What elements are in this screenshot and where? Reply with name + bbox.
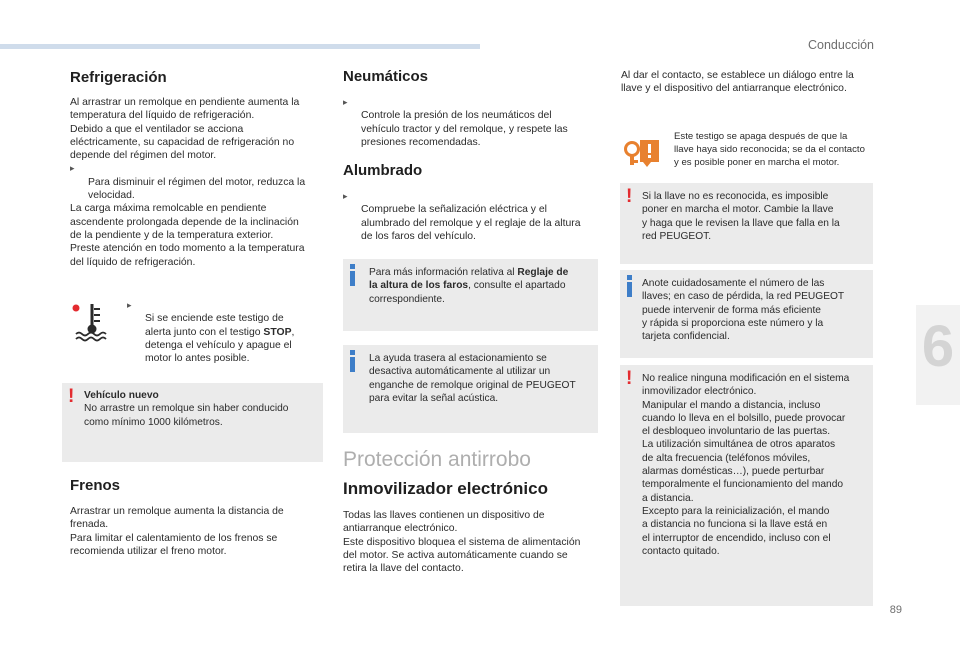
parking-assist-info-text: La ayuda trasera al estacionamiento se desactiva automáticamente al utilizar un enganche de remolque original de PEUGEOT para evitar la señal acústica. [369,353,576,404]
inmovilizador-text: Todas las llaves contienen un dispositivo de antiarranque electrónico. Este dispositivo bloquea el sistema de alimentación del motor. Se activa automáticamente cuando se retira la llave del contacto. [343,510,581,575]
alumbrado-section [343,162,598,243]
headlight-info-text-post: , consulte el apartado correspondiente. [369,280,566,305]
new-vehicle-title: Vehículo nuevo [84,390,159,401]
no-modification-warning-box [620,365,873,606]
warning-exclamation-icon: ! [68,386,75,407]
key-light-note [674,131,874,169]
header-accent-bar [0,44,480,49]
alumbrado-heading: Alumbrado [343,162,423,179]
refrigeracion-bullet [70,162,326,202]
immobiliser-intro [621,69,876,96]
warning-light-text-post: , detenga el vehículo y apague el motor lo antes posible. [145,326,295,365]
frenos-text: Arrastrar un remolque aumenta la distancia de frenada. Para limitar el calentamiento de los frenos se recomienda utilizar el freno motor. [70,506,284,557]
warning-exclamation-icon: ! [626,368,633,389]
neumaticos-section [343,68,598,149]
headlight-info-text-pre: Para más información relativa al [369,267,518,278]
bullet-marker: ▸ [70,163,75,174]
frenos-heading: Frenos [70,477,121,494]
alumbrado-bullet [343,190,598,243]
neumaticos-bullet-text: Controle la presión de los neumáticos del vehículo tractor y del remolque, y respete las presiones recomendadas. [361,110,568,148]
proteccion-heading: Protección antirrobo [343,448,531,471]
warning-light-text-pre: Si se enciende este testigo de alerta junto con el testigo [145,313,284,338]
key-not-recognised-text: Si la llave no es reconocida, es imposible poner en marcha el motor. Cambie la llave y haga que le revisen la llave que falla en la red PEUGEOT. [642,191,840,242]
new-vehicle-warning-box [62,383,323,462]
coolant-temperature-warning-icon [72,302,112,342]
chapter-number: 6 [921,314,955,379]
key-light-text: Este testigo se apaga después de que la llave haya sido reconocida; se da el contacto y es posible poner en marcha el motor. [674,131,865,168]
key-number-info-text: Anote cuidadosamente el número de las llaves; en caso de pérdida, la red PEUGEOT puede intervenir de forma más eficiente y rápida si proporciona este número y la tarjeta confidencial. [642,278,845,343]
refrigeracion-paragraph-1: Al arrastrar un remolque en pendiente aumenta la temperatura del líquido de refrigeración. Debido a que el ventilador se acciona eléctricamente, su capacidad de refrigeración no depende del régimen del motor. [70,97,300,162]
new-vehicle-text: No arrastre un remolque sin haber conducido como mínimo 1000 kilómetros. [84,403,289,428]
refrigeracion-paragraph-2: La carga máxima remolcable en pendiente ascendente prolongada depende de la inclinación de la pendiente y de la temperatura exterior. Preste atención en todo momento a la temperatura del líquido de refrigeración. [70,203,305,268]
warning-light-text-bold: STOP [263,326,292,338]
neumaticos-heading: Neumáticos [343,68,429,85]
key-not-recognised-warning-box [620,183,873,264]
no-modification-text: No realice ninguna modificación en el sistema inmovilizador electrónico. Manipular el mando a distancia, incluso cuando lo lleva en el bolsillo, puede provocar el desbloqueo involuntario de las puertas. La utilización simultánea de otros aparatos de alta frecuencia (teléfonos móviles, alarmas domésticas…), puede perturbar temporalmente el funcionamiento del mando a distancia. Excepto para la reinicialización, el mando a distancia no funciona si la llave está en el interruptor de encendido, incluso con el contacto quitado. [642,373,850,557]
section-title: Conducción [807,38,874,52]
immobiliser-intro-text: Al dar el contacto, se establece un diálogo entre la llave y el dispositivo del antiarranque electrónico. [621,70,854,95]
neumaticos-bullet [343,96,598,149]
new-vehicle-content [84,389,315,429]
left-column [70,69,326,269]
refrigeracion-heading: Refrigeración [70,69,167,86]
page-number: 89 [889,604,902,616]
proteccion-section [343,448,598,575]
information-icon [626,275,633,297]
parking-assist-info-box [343,345,598,433]
information-icon [349,350,356,372]
headlight-info-box [343,259,598,331]
warning-exclamation-icon: ! [626,186,633,207]
frenos-section [70,477,326,558]
alumbrado-bullet-text: Compruebe la señalización eléctrica y el alumbrado del remolque y el reglaje de la altura de los faros del vehículo. [361,204,581,242]
warning-light-bullet [127,299,327,365]
information-icon [349,264,356,286]
refrigeracion-bullet-text: Para disminuir el régimen del motor, reduzca la velocidad. [88,176,306,202]
headlight-info-content [369,266,590,306]
headlight-info-text-bold: Reglaje de la altura de los faros [369,267,569,292]
inmovilizador-heading: Inmovilizador electrónico [343,479,548,498]
key-number-info-box [620,270,873,358]
key-immobiliser-warning-icon [623,136,661,168]
bullet-marker: ▸ [343,191,348,201]
bullet-marker: ▸ [343,97,348,107]
warning-light-note [127,299,327,365]
bullet-marker: ▸ [127,300,132,310]
